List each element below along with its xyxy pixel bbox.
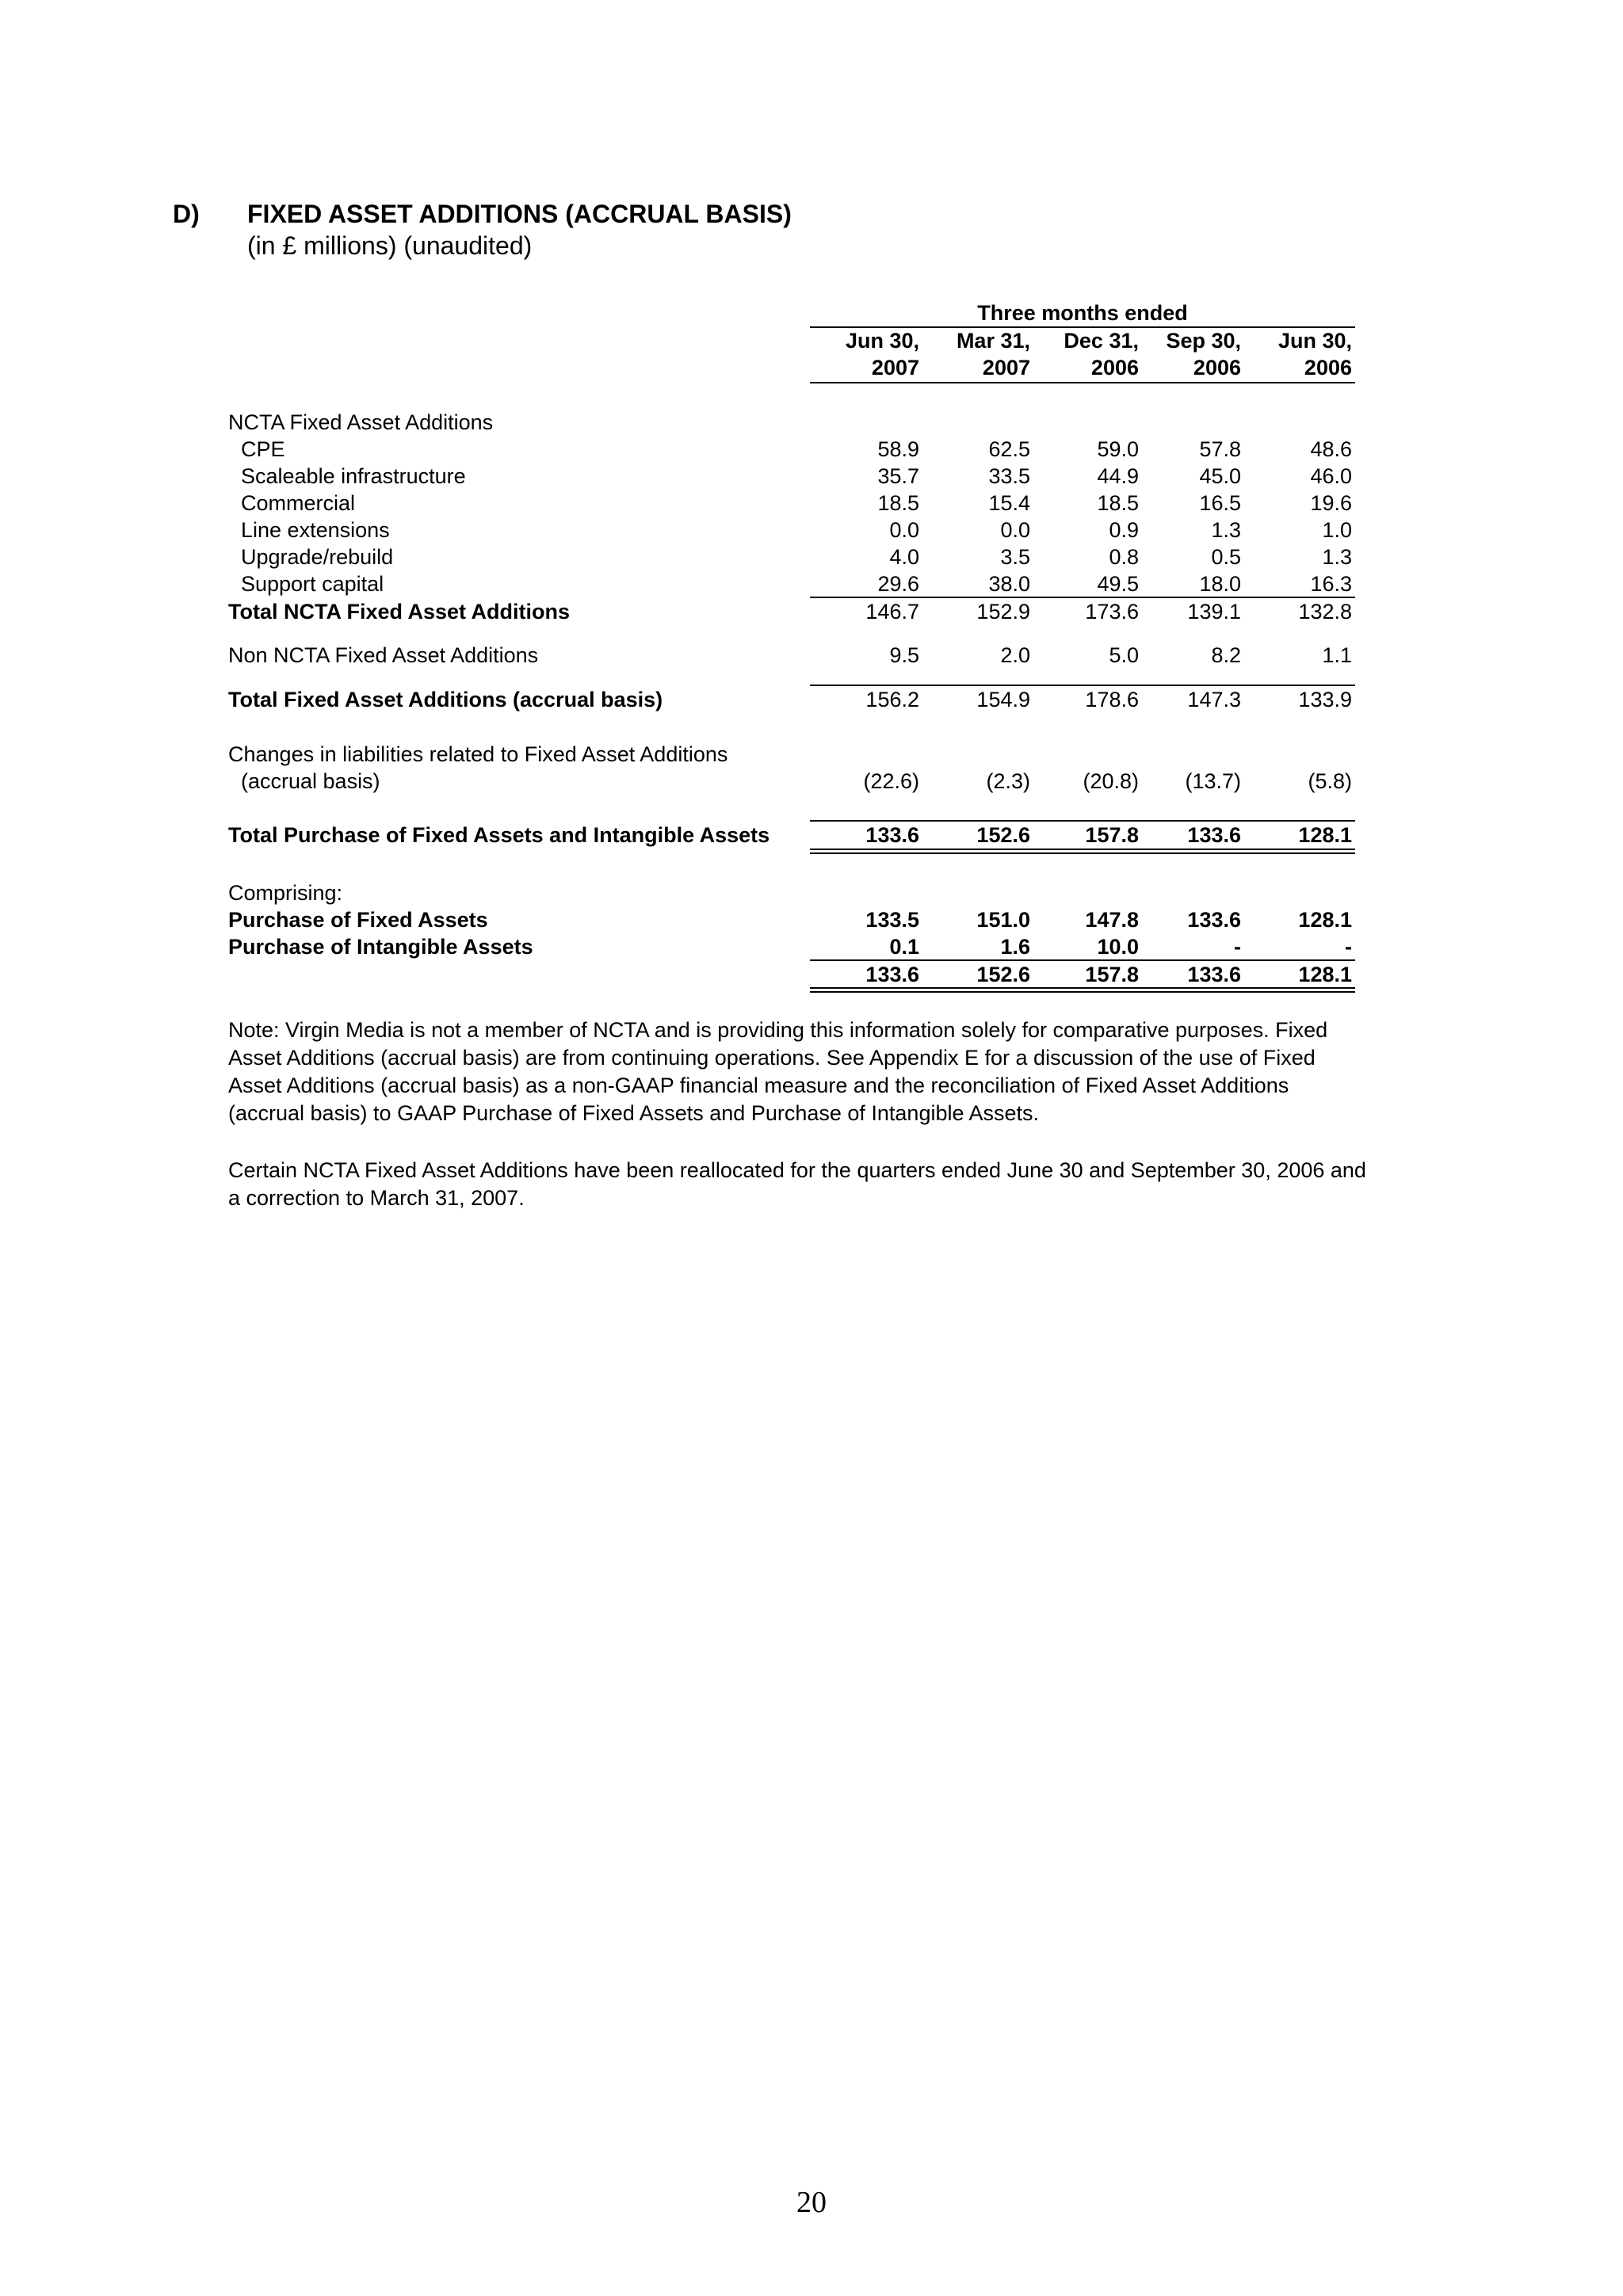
note-paragraph: Note: Virgin Media is not a member of NCTA and is providing this information solely for comparative purposes. Fixed Asset Additions (accrual basis) are from continuing operations. See Appendix E for a discussion of the use of Fixed Asset Additions (accrual basis) as a non-GAAP financial measure and the reconciliation of Fixed Asset Additions (accrual basis) to GAAP Purchase of Fixed Assets and Purchase of Intangible Assets. [228, 1018, 1328, 1125]
col-header-2-line1: Mar 31, [956, 329, 1030, 353]
row-label-total-purchase: Total Purchase of Fixed Assets and Intangible Assets [228, 823, 770, 847]
cell-upgrade-3: 0.8 [1109, 545, 1139, 569]
cell-total-purchase-5: 128.1 [1298, 823, 1352, 847]
cell-cpe-4: 57.8 [1199, 437, 1241, 461]
cell-total-purchase-3: 157.8 [1085, 823, 1139, 847]
cell-support-1: 29.6 [877, 572, 919, 596]
cell-changes-5: (5.8) [1308, 769, 1352, 793]
cell-total-ncta-3: 173.6 [1085, 600, 1139, 624]
cell-changes-2: (2.3) [986, 769, 1030, 793]
cell-upgrade-1: 4.0 [889, 545, 919, 569]
total-purchase-double-rule-1 [810, 849, 1355, 850]
cell-total-fixed-5: 133.9 [1298, 688, 1352, 711]
cell-commercial-2: 15.4 [988, 491, 1030, 515]
cell-scaleable-4: 45.0 [1199, 464, 1241, 488]
row-label-cpe: CPE [241, 437, 285, 461]
cell-support-4: 18.0 [1199, 572, 1241, 596]
cell-purchase-intangible-1: 0.1 [889, 935, 919, 959]
cell-line-ext-1: 0.0 [889, 518, 919, 542]
row-label-comprising: Comprising: [228, 881, 343, 905]
cell-upgrade-5: 1.3 [1322, 545, 1352, 569]
cell-purchase-fixed-2: 151.0 [976, 908, 1030, 932]
row-label-total-ncta: Total NCTA Fixed Asset Additions [228, 600, 571, 624]
cell-upgrade-2: 3.5 [1000, 545, 1030, 569]
total-purchase-double-rule-2 [810, 852, 1355, 854]
reallocation-note: Certain NCTA Fixed Asset Additions have been reallocated for the quarters ended June 30 and September 30, 2006 and a correction to March 31, 2007. [228, 1158, 1366, 1210]
cell-changes-1: (22.6) [863, 769, 919, 793]
column-header-rule [810, 382, 1355, 383]
cell-comprising-total-4: 133.6 [1187, 963, 1241, 986]
col-header-5-line2: 2006 [1304, 356, 1352, 379]
cell-total-fixed-3: 178.6 [1085, 688, 1139, 711]
cell-scaleable-2: 33.5 [988, 464, 1030, 488]
cell-total-ncta-1: 146.7 [865, 600, 919, 624]
cell-line-ext-3: 0.9 [1109, 518, 1139, 542]
row-label-support-capital: Support capital [241, 572, 384, 596]
cell-purchase-fixed-4: 133.6 [1187, 908, 1241, 932]
cell-comprising-total-3: 157.8 [1085, 963, 1139, 986]
row-label-upgrade: Upgrade/rebuild [241, 545, 394, 569]
cell-non-ncta-4: 8.2 [1211, 643, 1241, 667]
cell-cpe-1: 58.9 [877, 437, 919, 461]
row-label-purchase-fixed: Purchase of Fixed Assets [228, 908, 488, 932]
col-header-5-line1: Jun 30, [1277, 329, 1352, 353]
col-header-1-line1: Jun 30, [845, 329, 919, 353]
cell-total-purchase-4: 133.6 [1187, 823, 1241, 847]
cell-purchase-intangible-5: - [1345, 935, 1352, 959]
col-header-3-line2: 2006 [1090, 356, 1139, 379]
cell-cpe-2: 62.5 [988, 437, 1030, 461]
cell-line-ext-2: 0.0 [1000, 518, 1030, 542]
cell-line-ext-5: 1.0 [1322, 518, 1352, 542]
cell-cpe-5: 48.6 [1310, 437, 1352, 461]
cell-commercial-3: 18.5 [1097, 491, 1139, 515]
cell-support-3: 49.5 [1097, 572, 1139, 596]
cell-cpe-3: 59.0 [1097, 437, 1139, 461]
cell-comprising-total-1: 133.6 [865, 963, 919, 986]
cell-total-ncta-5: 132.8 [1298, 600, 1352, 624]
col-header-2-line2: 2007 [982, 356, 1030, 379]
cell-comprising-total-2: 152.6 [976, 963, 1030, 986]
cell-non-ncta-1: 9.5 [889, 643, 919, 667]
cell-scaleable-3: 44.9 [1097, 464, 1139, 488]
cell-total-fixed-1: 156.2 [865, 688, 919, 711]
col-header-1-line2: 2007 [871, 356, 919, 379]
cell-support-5: 16.3 [1310, 572, 1352, 596]
comprising-double-rule-1 [810, 987, 1355, 989]
row-label-changes-liabilities: Changes in liabilities related to Fixed Asset Additions [228, 742, 728, 766]
cell-non-ncta-5: 1.1 [1322, 643, 1352, 667]
cell-purchase-fixed-1: 133.5 [865, 908, 919, 932]
cell-changes-3: (20.8) [1083, 769, 1139, 793]
cell-total-fixed-2: 154.9 [976, 688, 1030, 711]
row-label-non-ncta: Non NCTA Fixed Asset Additions [228, 643, 539, 667]
cell-non-ncta-3: 5.0 [1109, 643, 1139, 667]
row-label-commercial: Commercial [241, 491, 356, 515]
row-label-accrual-basis: (accrual basis) [241, 769, 380, 793]
cell-changes-4: (13.7) [1185, 769, 1241, 793]
cell-line-ext-4: 1.3 [1211, 518, 1241, 542]
row-label-scaleable: Scaleable infrastructure [241, 464, 466, 488]
cell-commercial-1: 18.5 [877, 491, 919, 515]
row-label-ncta-header: NCTA Fixed Asset Additions [228, 410, 494, 434]
cell-scaleable-1: 35.7 [877, 464, 919, 488]
cell-total-fixed-4: 147.3 [1187, 688, 1241, 711]
row-label-purchase-intangible: Purchase of Intangible Assets [228, 935, 533, 959]
cell-upgrade-4: 0.5 [1211, 545, 1241, 569]
col-header-4-line2: 2006 [1193, 356, 1241, 379]
row-label-line-extensions: Line extensions [241, 518, 390, 542]
col-header-3-line1: Dec 31, [1064, 329, 1139, 353]
cell-total-ncta-2: 152.9 [976, 600, 1030, 624]
cell-non-ncta-2: 2.0 [1000, 643, 1030, 667]
cell-total-purchase-1: 133.6 [865, 823, 919, 847]
cell-commercial-5: 19.6 [1310, 491, 1352, 515]
cell-support-2: 38.0 [988, 572, 1030, 596]
cell-total-ncta-4: 139.1 [1187, 600, 1241, 624]
cell-comprising-total-5: 128.1 [1298, 963, 1352, 986]
row-label-total-fixed: Total Fixed Asset Additions (accrual basis) [228, 688, 663, 711]
section-subtitle: (in £ millions) (unaudited) [247, 231, 533, 260]
section-title: FIXED ASSET ADDITIONS (ACCRUAL BASIS) [247, 200, 792, 228]
col-header-4-line1: Sep 30, [1166, 329, 1241, 353]
comprising-double-rule-2 [810, 991, 1355, 993]
section-letter: D) [173, 200, 200, 228]
page-number: 20 [796, 2186, 827, 2219]
cell-purchase-intangible-3: 10.0 [1097, 935, 1139, 959]
cell-purchase-fixed-5: 128.1 [1298, 908, 1352, 932]
cell-purchase-fixed-3: 147.8 [1085, 908, 1139, 932]
cell-purchase-intangible-4: - [1234, 935, 1241, 959]
cell-total-purchase-2: 152.6 [976, 823, 1030, 847]
group-header: Three months ended [977, 301, 1188, 325]
cell-commercial-4: 16.5 [1199, 491, 1241, 515]
cell-purchase-intangible-2: 1.6 [1000, 935, 1030, 959]
cell-scaleable-5: 46.0 [1310, 464, 1352, 488]
